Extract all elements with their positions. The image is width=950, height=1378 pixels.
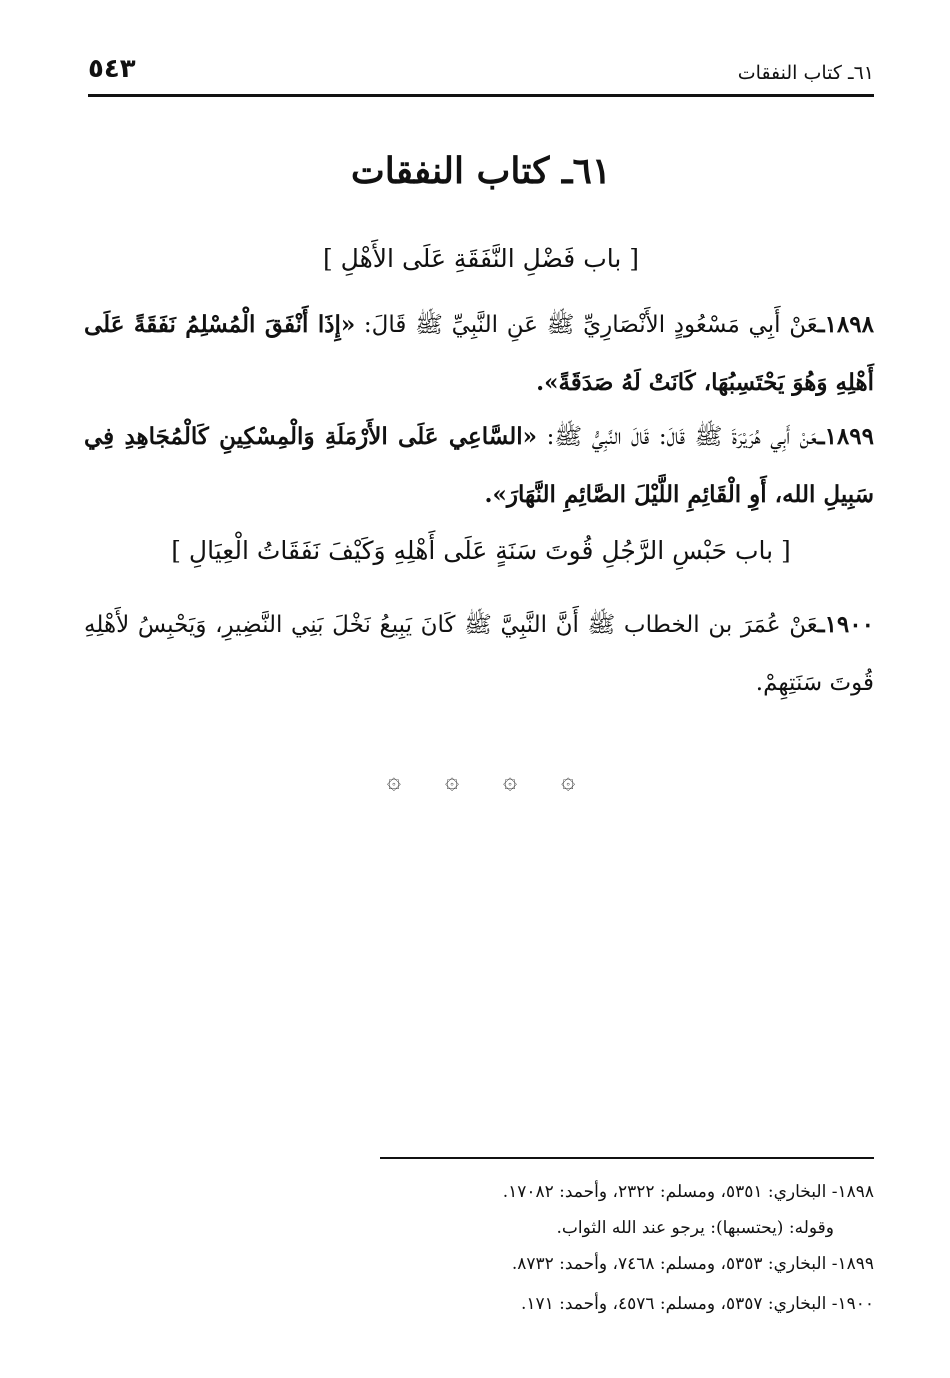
hadith-number: ١٩٠٠ـ — [817, 611, 874, 638]
running-header — [88, 52, 874, 92]
section-title-2: [ باب حَبْسِ الرَّجُلِ قُوتَ سَنَةٍ عَلَى أَهْلِهِ وَكَيْفَ نَفَقَاتُ الْعِيَالِ ] — [171, 536, 791, 565]
hadith-intro: عَنْ أَبِي مَسْعُودٍ الأَنْصَارِيِّ ﷺ عَنِ النَّبِيِّ ﷺ قَالَ: — [355, 312, 818, 338]
hadith-1898 — [84, 296, 874, 412]
ornament-icon: ۞ — [561, 766, 576, 794]
hadith-matn: «إِذَا أَنْفَقَ الْمُسْلِمُ نَفَقَةً عَلَى أَهْلِهِ وَهُوَ يَحْتَسِبُهَا، كَانَتْ لَهُ صَدَقَةً». — [84, 311, 874, 396]
section-title-1: [ باب فَضْلِ النَّفَقَةِ عَلَى الأَهْلِ ] — [322, 244, 639, 273]
footnote-1898: ١٨٩٨- البخاري: ٥٣٥١، ومسلم: ٢٣٢٢، وأحمد: ١٧٠٨٢. — [502, 1182, 874, 1202]
footnote-rule — [380, 1157, 874, 1159]
hadith-1900 — [84, 596, 874, 712]
hadith-number: ١٨٩٨ـ — [817, 311, 874, 338]
ornament-icon: ۞ — [503, 766, 518, 794]
footnote-1900: ١٩٠٠- البخاري: ٥٣٥٧، ومسلم: ٤٥٧٦، وأحمد: ١٧١. — [520, 1294, 874, 1314]
hadith-intro: عَنْ عُمَرَ بن الخطاب ﷺ أَنَّ النَّبِيَّ ﷺ كَانَ يَبِيعُ نَخْلَ بَنِي النَّضِيرِ، وَيَحْبِسُ لأَهْلِهِ قُوتَ سَنَتِهِمْ. — [84, 612, 874, 696]
header-rule — [88, 94, 874, 97]
section-ornaments — [88, 766, 874, 794]
footnote-1898-note: وقوله: (يحتسبها): يرجو عند الله الثواب. — [556, 1218, 834, 1238]
hadith-number: ١٨٩٩ـ — [817, 423, 874, 450]
hadith-intro: عَنْ أَبِي هُرَيْرَةَ ﷺ قَالَ: قَالَ النَّبِيُّ ﷺ: — [537, 424, 818, 450]
ornament-icon: ۞ — [444, 766, 459, 794]
hadith-1899 — [84, 408, 874, 524]
hadith-matn: «السَّاعِي عَلَى الأَرْمَلَةِ وَالْمِسْكِينِ كَالْمُجَاهِدِ فِي سَبِيلِ الله، أَوِ الْقَائِمِ اللَّيْلَ الصَّائِمِ النَّهَارَ». — [84, 423, 874, 508]
footnote-1899: ١٨٩٩- البخاري: ٥٣٥٣، ومسلم: ٧٤٦٨، وأحمد: ٨٧٣٢. — [511, 1254, 874, 1274]
page-number: ٥٤٣ — [88, 54, 136, 84]
ornament-icon: ۞ — [386, 766, 401, 794]
running-header-chapter: ٦١ـ كتاب النفقات — [737, 62, 874, 84]
chapter-title: ٦١ـ كتاب النفقات — [350, 150, 612, 192]
